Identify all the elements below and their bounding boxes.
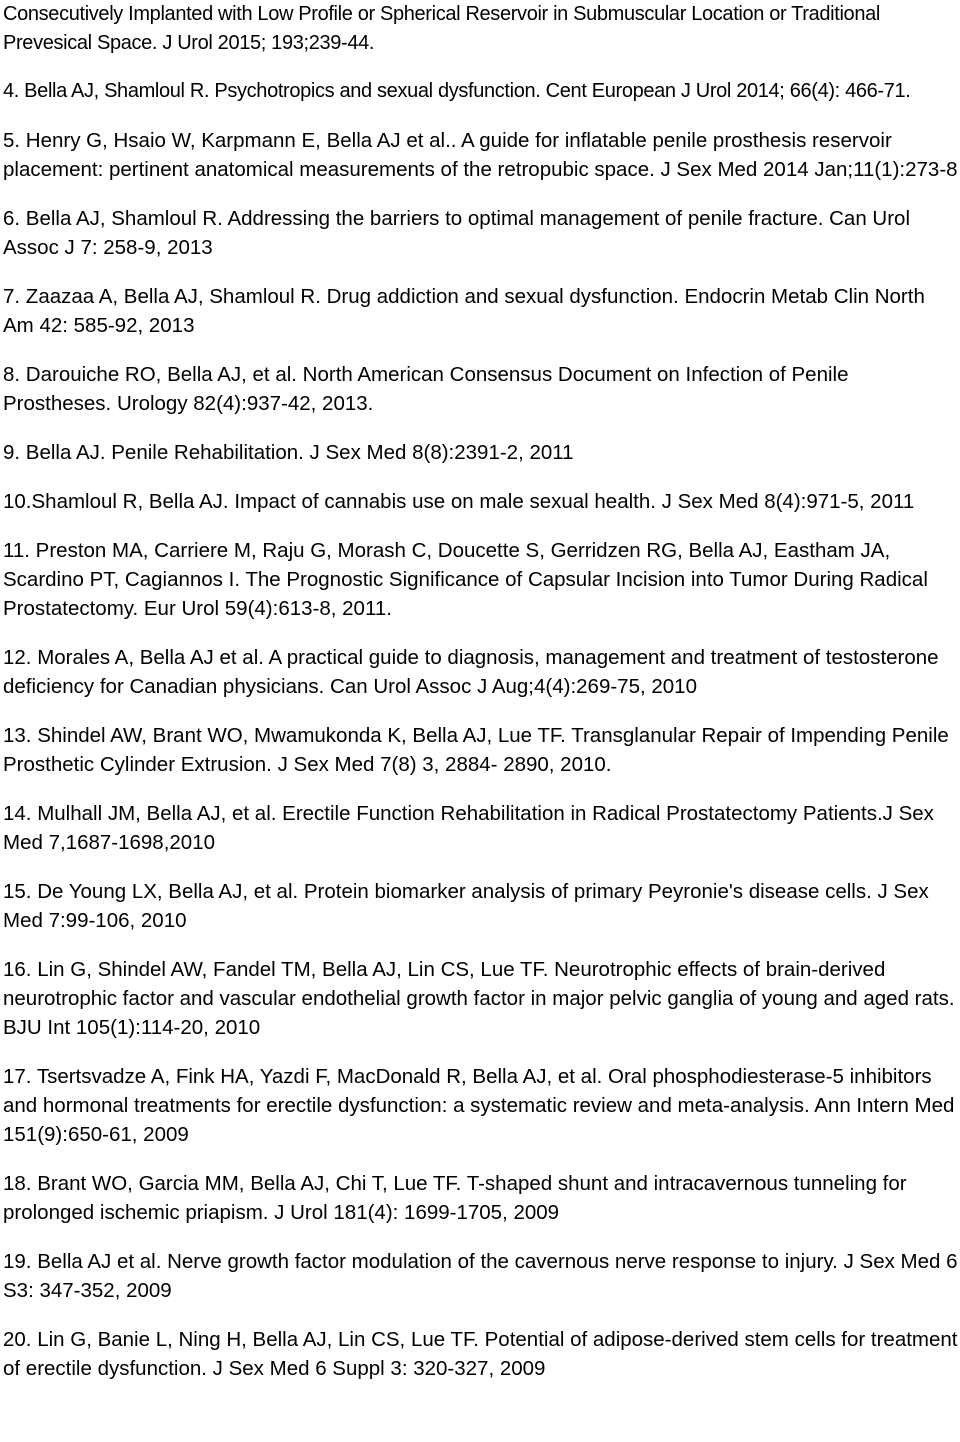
reference-item: 5. Henry G, Hsaio W, Karpmann E, Bella AJ et al.. A guide for inflatable penile prosthesis reservoir placement: pertinent anatomical measurements of the retropubic space. J Sex Med 2014 Jan;11(1):273-8 — [3, 129, 958, 181]
reference-item: 8. Darouiche RO, Bella AJ, et al. North American Consensus Document on Infection of Penile Prostheses. Urology 82(4):937-42, 2013. — [3, 363, 849, 415]
reference-item: 13. Shindel AW, Brant WO, Mwamukonda K, Bella AJ, Lue TF. Transglanular Repair of Impending Penile Prosthetic Cylinder Extrusion. J Sex Med 7(8) 3, 2884- 2890, 2010. — [3, 724, 949, 776]
reference-item: 14. Mulhall JM, Bella AJ, et al. Erectile Function Rehabilitation in Radical Prostatectomy Patients.J Sex Med 7,1687-1698,2010 — [3, 802, 934, 854]
reference-item: 16. Lin G, Shindel AW, Fandel TM, Bella AJ, Lin CS, Lue TF. Neurotrophic effects of brain-derived neurotrophic factor and vascular endothelial growth factor in major pelvic ganglia of young and aged rats. BJU Int 105(1):114-20, 2010 — [3, 958, 955, 1039]
reference-item: 12. Morales A, Bella AJ et al. A practical guide to diagnosis, management and treatment of testosterone deficiency for Canadian physicians. Can Urol Assoc J Aug;4(4):269-75, 2010 — [3, 646, 939, 698]
reference-item: 11. Preston MA, Carriere M, Raju G, Morash C, Doucette S, Gerridzen RG, Bella AJ, Eastham JA, Scardino PT, Cagiannos I. The Prognostic Significance of Capsular Incision into Tumor During Radical Prostatectomy. Eur Urol 59(4):613-8, 2011. — [3, 539, 928, 620]
reference-item: 10.Shamloul R, Bella AJ. Impact of cannabis use on male sexual health. J Sex Med 8(4):971-5, 2011 — [3, 490, 915, 513]
reference-item: 17. Tsertsvadze A, Fink HA, Yazdi F, MacDonald R, Bella AJ, et al. Oral phosphodiesterase-5 inhibitors and hormonal treatments for erectile dysfunction: a systematic review and meta-analysis. Ann Intern Med 151(9):650-61, 2009 — [3, 1065, 955, 1146]
reference-item: 4. Bella AJ, Shamloul R. Psychotropics and sexual dysfunction. Cent European J Urol 2014; 66(4): 466-71. — [3, 80, 911, 102]
reference-item: 9. Bella AJ. Penile Rehabilitation. J Sex Med 8(8):2391-2, 2011 — [3, 441, 574, 464]
reference-item: 6. Bella AJ, Shamloul R. Addressing the barriers to optimal management of penile fracture. Can Urol Assoc J 7: 258-9, 2013 — [3, 207, 911, 259]
reference-item: 20. Lin G, Banie L, Ning H, Bella AJ, Lin CS, Lue TF. Potential of adipose-derived stem cells for treatment of erectile dysfunction. J Sex Med 6 Suppl 3: 320-327, 2009 — [3, 1328, 958, 1380]
reference-item: 19. Bella AJ et al. Nerve growth factor modulation of the cavernous nerve response to injury. J Sex Med 6 S3: 347-352, 2009 — [3, 1250, 958, 1302]
reference-item: 7. Zaazaa A, Bella AJ, Shamloul R. Drug addiction and sexual dysfunction. Endocrin Metab Clin North Am 42: 585-92, 2013 — [3, 285, 925, 337]
reference-item: Consecutively Implanted with Low Profile or Spherical Reservoir in Submuscular Location or Traditional Prevesical Space. J Urol 2015; 193;239-44. — [3, 3, 880, 54]
reference-list — [3, 0, 960, 1383]
reference-item: 15. De Young LX, Bella AJ, et al. Protein biomarker analysis of primary Peyronie's disease cells. J Sex Med 7:99-106, 2010 — [3, 880, 929, 932]
reference-item: 18. Brant WO, Garcia MM, Bella AJ, Chi T, Lue TF. T-shaped shunt and intracavernous tunneling for prolonged ischemic priapism. J Urol 181(4): 1699-1705, 2009 — [3, 1172, 907, 1224]
